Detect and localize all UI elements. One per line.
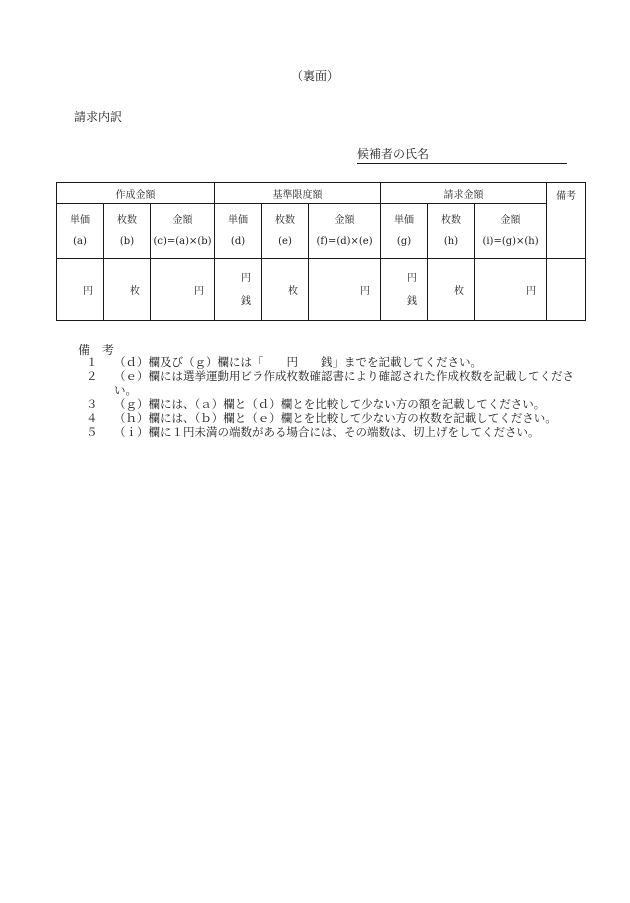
group-header-remarks: 備考 (547, 183, 586, 259)
section-heading: 請求内訳 (74, 110, 123, 124)
cell-amount-c[interactable]: 円 (151, 259, 215, 321)
cell-amount-f[interactable]: 円 (309, 259, 381, 321)
note-item: ３ （ｇ）欄には、（ａ）欄と（ｄ）欄とを比較して少ない方の額を記載してください。 (86, 397, 546, 411)
cell-remarks[interactable] (547, 259, 586, 321)
group-header-creation-amount: 作成金額 (57, 183, 215, 204)
notes-title: 備考 (78, 343, 127, 357)
candidate-name-field[interactable]: 候補者の氏名 (357, 145, 567, 164)
note-item: ５ （ｉ）欄に１円未満の端数がある場合には、その端数は、切上げをしてください。 (86, 425, 540, 439)
notes-list (86, 355, 576, 439)
column-header: 枚数 (h) (428, 204, 475, 259)
cell-quantity-e[interactable]: 枚 (262, 259, 309, 321)
column-header: 枚数 (e) (262, 204, 309, 259)
column-header: 単価 (d) (215, 204, 262, 259)
column-header: 単価 (a) (57, 204, 104, 259)
cell-unit-price-g[interactable]: 円 銭 (381, 259, 428, 321)
cell-unit-price-d[interactable]: 円 銭 (215, 259, 262, 321)
billing-detail-table (56, 182, 586, 321)
side-label: （裏面） (290, 69, 339, 83)
note-item: １ （ｄ）欄及び（ｇ）欄には「 円 銭」までを記載してください。 (86, 355, 482, 369)
note-item: ４ （ｈ）欄には、（ｂ）欄と（ｅ）欄とを比較して少ない方の枚数を記載してください。 (86, 411, 557, 425)
column-header: 金額 (f)=(d)×(e) (309, 204, 381, 259)
group-header-standard-limit: 基準限度額 (215, 183, 381, 204)
note-item: ２ （ｅ）欄には選挙運動用ビラ作成枚数確認書により確認された作成枚数を記載してください。 (86, 369, 574, 397)
column-header: 金額 (i)=(g)×(h) (475, 204, 547, 259)
column-header: 金額 (c)=(a)×(b) (151, 204, 215, 259)
cell-amount-i[interactable]: 円 (475, 259, 547, 321)
column-header: 単価 (g) (381, 204, 428, 259)
cell-quantity-h[interactable]: 枚 (428, 259, 475, 321)
cell-unit-price-a[interactable]: 円 (57, 259, 104, 321)
cell-quantity-b[interactable]: 枚 (104, 259, 151, 321)
column-header: 枚数 (b) (104, 204, 151, 259)
group-header-claim-amount: 請求金額 (381, 183, 547, 204)
